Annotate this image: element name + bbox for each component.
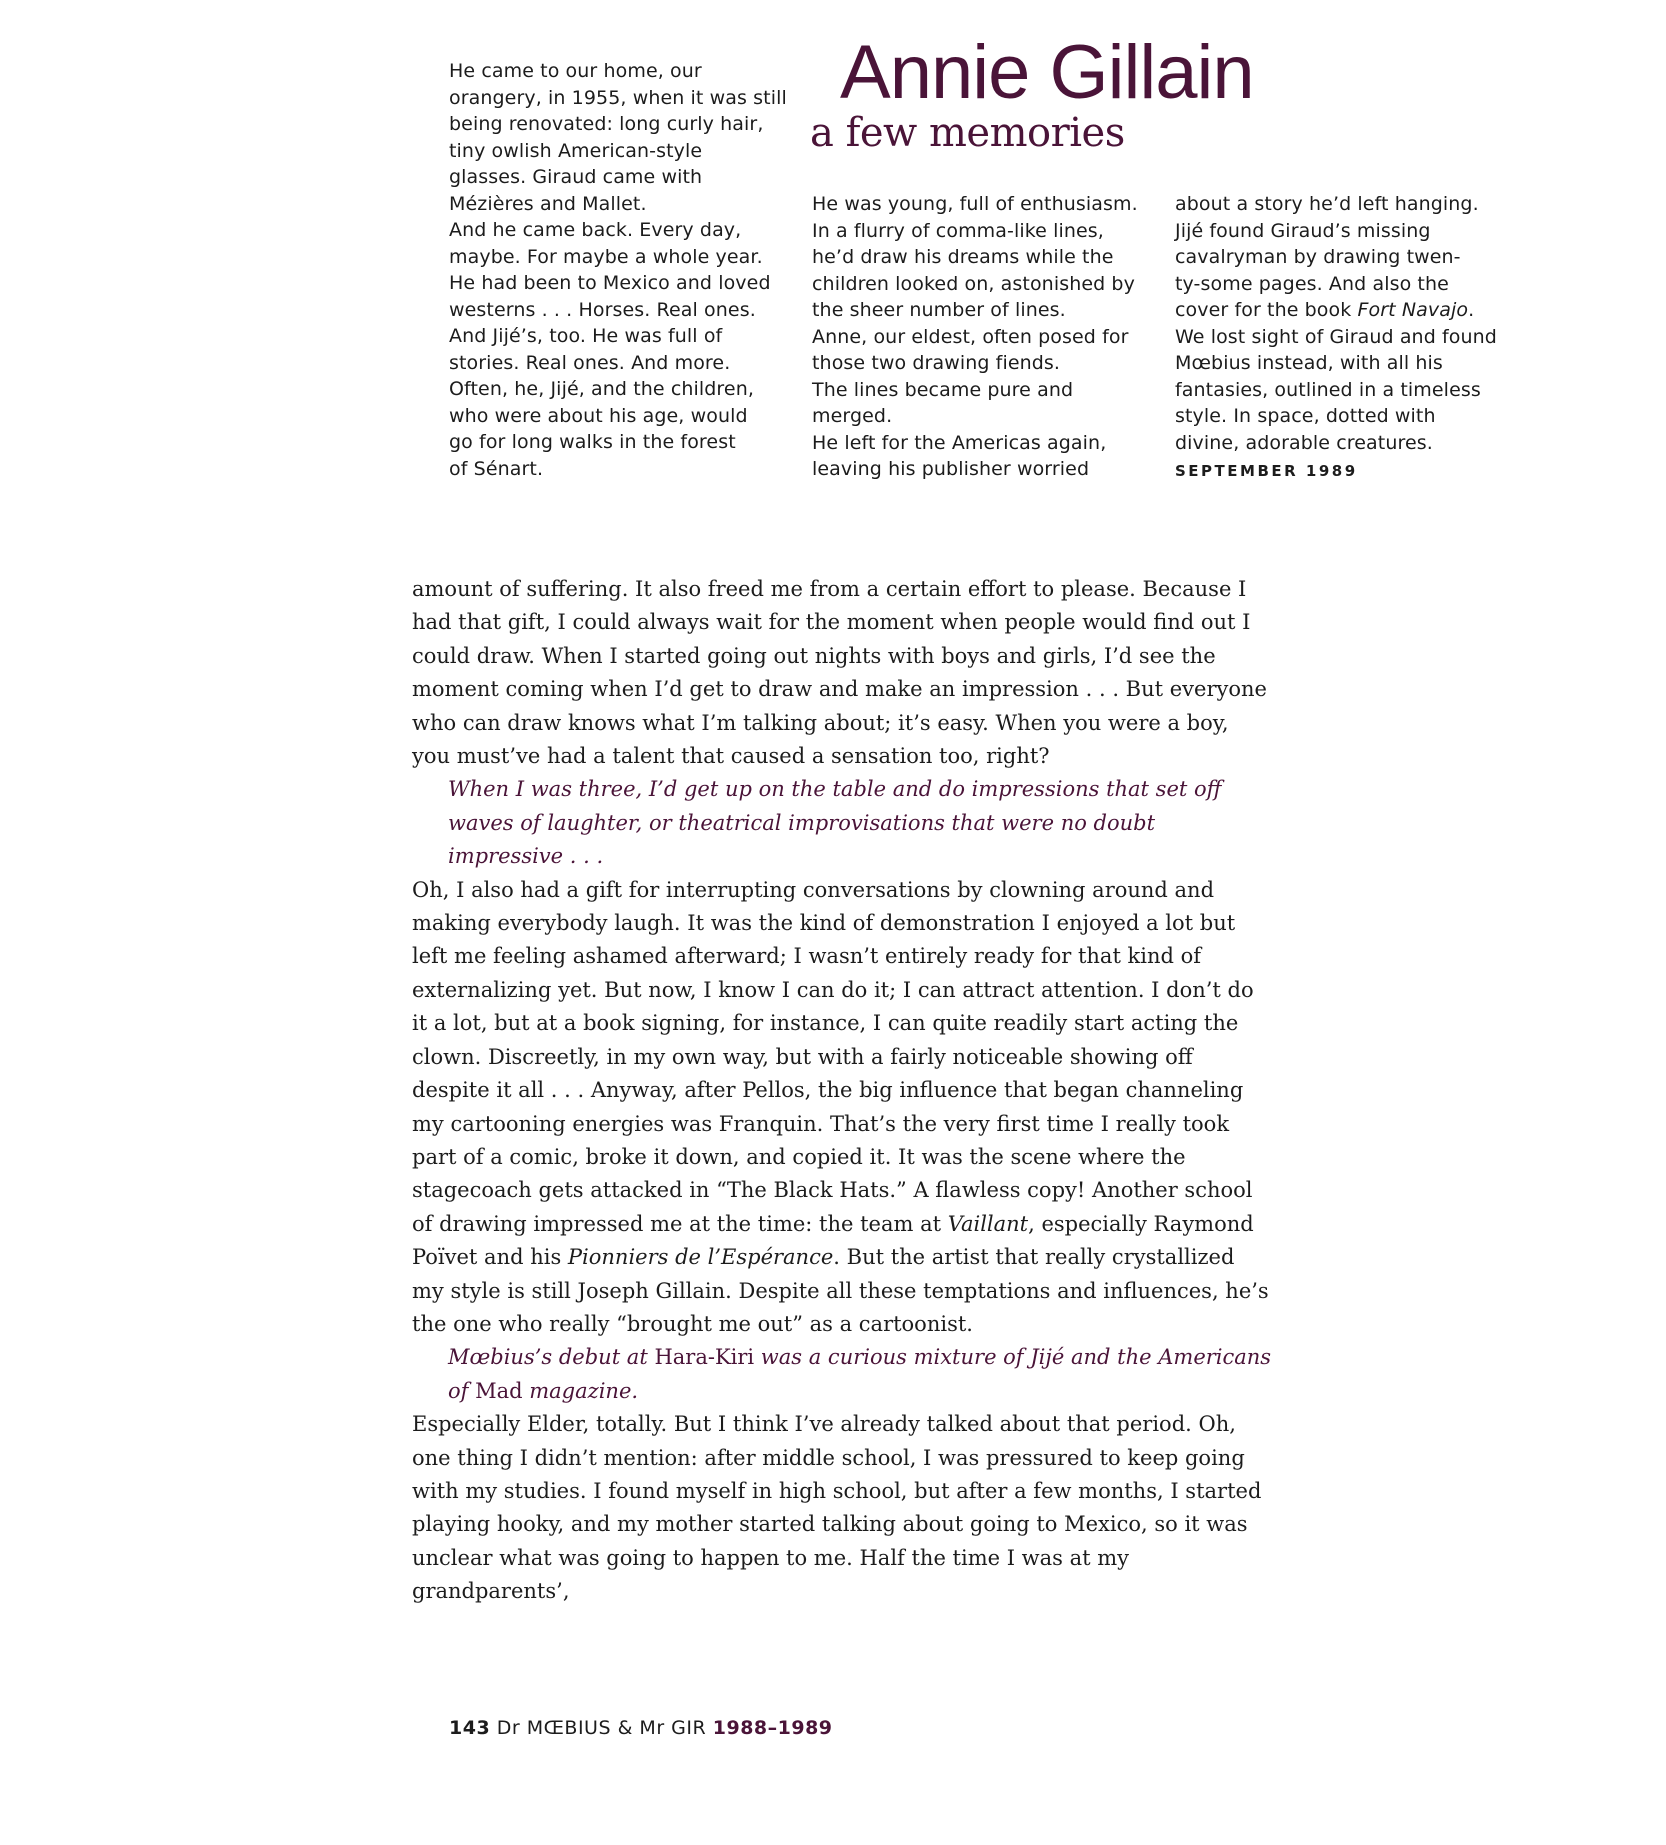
title-hara-kiri: Hara-Kiri bbox=[654, 1345, 755, 1370]
sidebar-text: . bbox=[1468, 299, 1475, 321]
sidebar-line: who were about his age, would bbox=[449, 404, 748, 427]
sidebar-title: Annie Gillain bbox=[840, 30, 1254, 115]
book-title-fort-navajo: Fort Navajo bbox=[1357, 299, 1469, 321]
sidebar-line: He came to our home, our bbox=[449, 60, 702, 82]
sidebar-line: glasses. Giraud came with bbox=[449, 166, 703, 188]
sidebar-line: leaving his publisher worried bbox=[812, 458, 1090, 480]
footer-years: 1988–1989 bbox=[712, 1717, 833, 1739]
sidebar-line: Jijé found Giraud’s missing bbox=[1175, 219, 1431, 242]
sidebar-line: We lost sight of Giraud and found bbox=[1175, 325, 1497, 348]
sidebar-line: He was young, full of enthusiasm. bbox=[812, 193, 1138, 215]
question-text: magazine. bbox=[522, 1378, 639, 1403]
body-text: Oh, I also had a gift for interrupting conversations by clowning around and making everybody laugh. It was the kind of demonstration I enjoyed a lot but left me feeling ashamed afterward; I wasn’t entirely ready for that kind of externalizing yet. But now, I know I can do it; I can attract attention. I don’t do it a lot, but at a book signing, for instance, I can quite readily start acting the clown. Discreetly, in my own way, but with a fairly noticeable showing off despite it all . . . Anyway, after Pellos, the big influence that began channeling my cartooning energies was Franquin. That’s the very first time I really took part of a comic, broke it down, and copied it. It was the scene where the stagecoach gets attacked in “The Black Hats.” A flawless copy! Another school of drawing impressed me at the time: the team at bbox=[412, 877, 1254, 1236]
sidebar-column-3 bbox=[1175, 191, 1515, 485]
title-pionniers: Pionniers de l’Espérance bbox=[567, 1245, 834, 1270]
sidebar-line: In a flurry of comma-like lines, bbox=[812, 219, 1104, 242]
sidebar-line: And Jijé’s, too. He was full of bbox=[449, 325, 723, 347]
body-paragraph: amount of suffering. It also freed me from a certain effort to please. Because I had that gift, I could always wait for the moment when people would find out I could draw. When I started going out nights with boys and girls, I’d see the moment coming when I’d get to draw and make an impression . . . But everyone who can draw knows what I’m talking about; it’s easy. When you were a boy, you must’ve had a talent that caused a sensation too, right? bbox=[412, 577, 1267, 769]
sidebar-line: orangery, in 1955, when it was still bbox=[449, 86, 787, 109]
sidebar-line: He had been to Mexico and loved bbox=[449, 272, 771, 294]
sidebar-text: cover for the book bbox=[1175, 299, 1358, 321]
page-number: 143 bbox=[449, 1717, 491, 1739]
sidebar-column-1 bbox=[449, 58, 794, 482]
title-vaillant: Vaillant bbox=[947, 1211, 1029, 1236]
sidebar-line: cavalryman by drawing twen- bbox=[1175, 246, 1461, 268]
sidebar-column-2 bbox=[812, 191, 1167, 483]
question-text: Mœbius’s debut at bbox=[448, 1345, 655, 1370]
page-footer bbox=[449, 1717, 833, 1739]
sidebar-line: Mézières and Mallet. bbox=[449, 192, 647, 215]
sidebar-line: go for long walks in the forest bbox=[449, 431, 736, 453]
body-paragraph: Especially Elder, totally. But I think I’ve already talked about that period. Oh, one thing I didn’t mention: after middle school, I was pressured to keep going with my studies. I found myself in high school, but after a few months, I started playing hooky, and my mother started talking about going to Mexico, so it was unclear what was going to happen to me. Half the time I was at my grandparents’, bbox=[412, 1412, 1262, 1604]
sidebar-line: tiny owlish American-style bbox=[449, 139, 703, 162]
sidebar-subtitle: a few memories bbox=[810, 110, 1125, 156]
sidebar-line bbox=[1175, 297, 1515, 324]
sidebar-line: divine, adorable creatures. bbox=[1175, 431, 1433, 454]
sidebar-line: Anne, our eldest, often posed for bbox=[812, 325, 1129, 348]
body-paragraph bbox=[412, 874, 1272, 1342]
sidebar-line: being renovated: long curly hair, bbox=[449, 113, 764, 135]
main-article-body bbox=[412, 573, 1272, 1609]
body-text: . But the artist that really crystallized my style is still Joseph Gillain. Despite all these temptations and influences, he’s the one who really “brought me out” as a cartoonist. bbox=[412, 1245, 1269, 1336]
sidebar-line: Mœbius instead, with all his bbox=[1175, 352, 1443, 374]
sidebar-line: children looked on, astonished by bbox=[812, 272, 1135, 295]
sidebar-line: of Sénart. bbox=[449, 457, 544, 480]
sidebar-line: maybe. For maybe a whole year. bbox=[449, 245, 763, 268]
sidebar-line: merged. bbox=[812, 405, 893, 427]
title-mad: Mad bbox=[475, 1378, 523, 1403]
sidebar-line: style. In space, dotted with bbox=[1175, 405, 1436, 427]
sidebar-line: stories. Real ones. And more. bbox=[449, 351, 731, 374]
sidebar-line: those two drawing fiends. bbox=[812, 352, 1061, 374]
sidebar-line: ty-some pages. And also the bbox=[1175, 272, 1449, 295]
sidebar-line: He left for the Americas again, bbox=[812, 431, 1107, 454]
book-title: Dr MŒBIUS & Mr GIR bbox=[496, 1717, 707, 1739]
sidebar-line: The lines became pure and bbox=[812, 378, 1074, 401]
sidebar-line: And he came back. Every day, bbox=[449, 219, 742, 241]
sidebar-line: fantasies, outlined in a timeless bbox=[1175, 378, 1481, 401]
interviewer-question bbox=[412, 1341, 1272, 1408]
interviewer-question: When I was three, I’d get up on the table and do impressions that set off waves of laughter, or theatrical improvisations that were no doubt impressive . . . bbox=[448, 777, 1222, 869]
sidebar-line: about a story he’d left hanging. bbox=[1175, 193, 1479, 215]
sidebar-line: the sheer number of lines. bbox=[812, 299, 1066, 321]
sidebar-line: westerns . . . Horses. Real ones. bbox=[449, 298, 756, 321]
body-text: , especially Raymond Poïvet and his bbox=[412, 1211, 1254, 1270]
question-text: was a curious mixture of Jijé and the Americans of bbox=[448, 1345, 1272, 1403]
sidebar-line: Often, he, Jijé, and the children, bbox=[449, 378, 754, 400]
sidebar-line: he’d draw his dreams while the bbox=[812, 246, 1114, 268]
sidebar-date: SEPTEMBER 1989 bbox=[1175, 462, 1358, 480]
